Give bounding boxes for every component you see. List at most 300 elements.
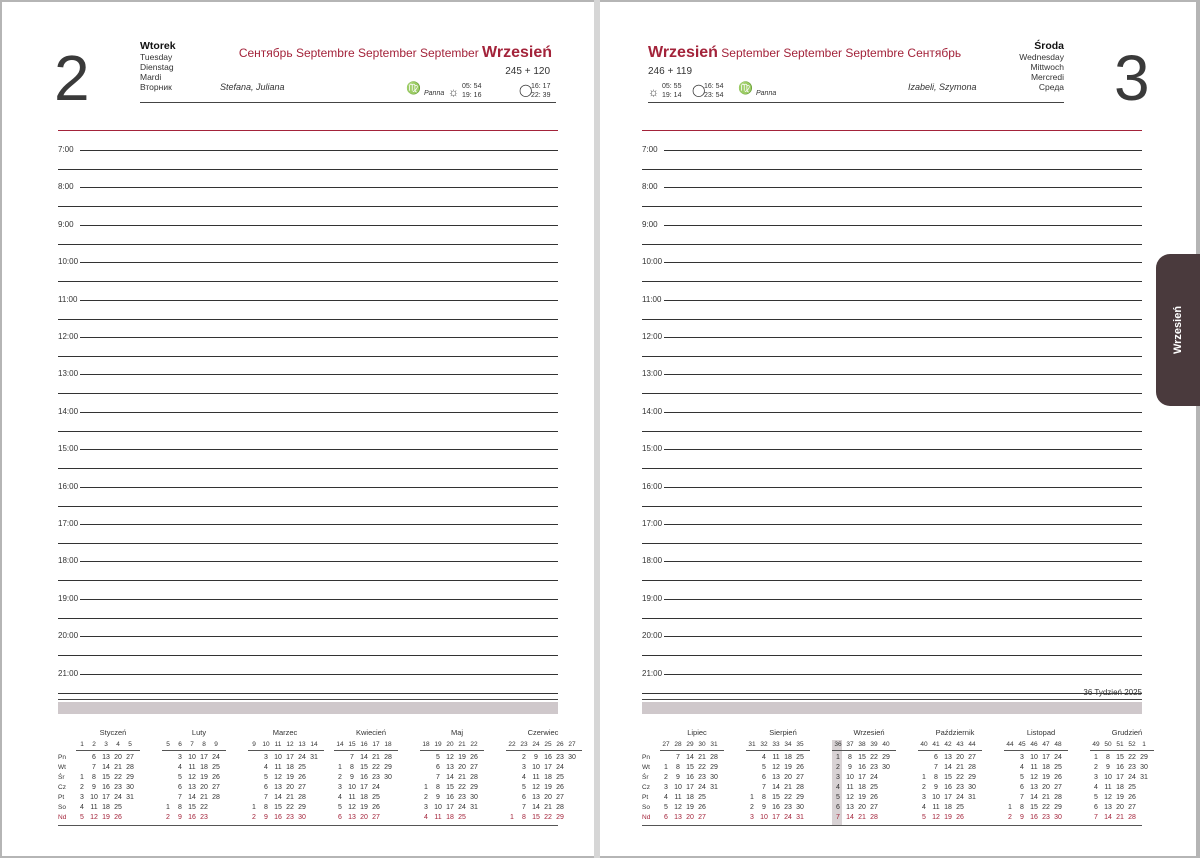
calendar-day: 1	[1008, 804, 1012, 811]
calendar-day: 6	[264, 784, 268, 791]
calendar-day: 3	[424, 804, 428, 811]
weekday-label: Śr	[642, 774, 649, 781]
calendar-day: 12	[348, 804, 356, 811]
calendar-day: 25	[114, 804, 122, 811]
calendar-day: 9	[264, 814, 268, 821]
hour-label: 20:00	[58, 631, 79, 641]
hour-line	[80, 262, 558, 263]
calendar-day: 11	[772, 754, 780, 761]
calendar-day: 10	[90, 794, 98, 801]
calendar-day: 2	[522, 754, 526, 761]
calendar-day: 21	[1116, 814, 1124, 821]
week-number: 37	[846, 741, 854, 748]
calendar-day: 25	[956, 804, 964, 811]
zodiac-label: Panna	[424, 90, 445, 97]
calendar-day: 10	[434, 804, 442, 811]
calendar-day: 16	[1116, 764, 1124, 771]
mini-month	[918, 728, 992, 828]
calendar-day: 26	[698, 804, 706, 811]
calendar-day: 25	[556, 774, 564, 781]
calendar-day: 2	[338, 774, 342, 781]
calendar-day: 17	[544, 764, 552, 771]
calendar-day: 11	[188, 764, 196, 771]
calendar-day: 15	[686, 764, 694, 771]
week-number: 40	[882, 741, 890, 748]
hour-line	[664, 337, 1142, 338]
week-number: 33	[772, 741, 780, 748]
calendar-day: 1	[166, 804, 170, 811]
hour-line	[80, 636, 558, 637]
calendar-day: 18	[360, 794, 368, 801]
weekday-label: Cz	[642, 784, 650, 791]
mini-month-title: Luty	[191, 728, 207, 737]
calendar-day: 16	[544, 754, 552, 761]
calendar-day: 6	[1094, 804, 1098, 811]
week-number: 27	[568, 741, 576, 748]
half-hour-line	[58, 618, 558, 619]
hour-label: 21:00	[642, 668, 663, 678]
calendar-day: 1	[252, 804, 256, 811]
calendar-day: 8	[522, 814, 526, 821]
calendar-day: 29	[882, 754, 890, 761]
calendar-day: 22	[1042, 804, 1050, 811]
calendar-day: 26	[556, 784, 564, 791]
calendar-day: 27	[298, 784, 306, 791]
week-number: 8	[202, 741, 206, 748]
schedule-top-line	[58, 130, 558, 131]
calendar-day: 1	[750, 794, 754, 801]
calendar-day: 18	[858, 784, 866, 791]
calendar-day: 6	[934, 754, 938, 761]
mini-month	[506, 728, 580, 828]
hour-line	[664, 524, 1142, 525]
year-calendar	[642, 728, 1148, 828]
week-number: 26	[556, 741, 564, 748]
calendar-day: 20	[360, 814, 368, 821]
calendar-day: 13	[846, 804, 854, 811]
calendar-day: 23	[870, 764, 878, 771]
calendar-day: 17	[200, 754, 208, 761]
week-number: 17	[372, 741, 380, 748]
calendar-day: 2	[424, 794, 428, 801]
moonrise: 16: 17	[531, 83, 551, 90]
calendar-day: 22	[698, 764, 706, 771]
week-number: 1	[1142, 741, 1146, 748]
month-header	[648, 44, 961, 62]
calendar-day: 8	[436, 784, 440, 791]
hour-line	[80, 674, 558, 675]
schedule-bottom-line	[642, 699, 1142, 700]
calendar-day: 30	[1054, 814, 1062, 821]
mini-month-week-underline	[832, 750, 896, 751]
calendar-day: 8	[676, 764, 680, 771]
hour-label: 16:00	[642, 481, 663, 491]
zodiac-label: Panna	[756, 90, 777, 97]
calendar-day: 10	[674, 784, 682, 791]
calendar-day: 5	[264, 774, 268, 781]
calendar-day: 18	[944, 804, 952, 811]
hour-label: 13:00	[642, 369, 663, 379]
calendar-day: 12	[446, 754, 454, 761]
calendar-day: 19	[544, 784, 552, 791]
calendar-day: 25	[796, 754, 804, 761]
week-number: 5	[128, 741, 132, 748]
virgo-icon: ♍	[406, 81, 421, 95]
week-number: 4	[116, 741, 120, 748]
calendar-day: 10	[846, 774, 854, 781]
calendar-day: 6	[92, 754, 96, 761]
calendar-day: 7	[836, 814, 840, 821]
calendar-day: 23	[372, 774, 380, 781]
calendar-day: 14	[102, 764, 110, 771]
calendar-day: 4	[922, 804, 926, 811]
calendar-day: 28	[710, 754, 718, 761]
week-number: 3	[104, 741, 108, 748]
day-name-de: Mittwoch	[1030, 62, 1064, 72]
calendar-day: 7	[1020, 794, 1024, 801]
week-number: 27	[662, 741, 670, 748]
calendar-day: 25	[298, 764, 306, 771]
calendar-day: 29	[298, 804, 306, 811]
moon-icon: ◯	[519, 83, 533, 97]
week-number: 36	[834, 741, 842, 748]
week-number: 30	[698, 741, 706, 748]
mini-month	[248, 728, 322, 828]
calendar-day: 5	[436, 754, 440, 761]
calendar-day: 16	[686, 774, 694, 781]
month-tab[interactable]	[1156, 254, 1200, 406]
calendar-day: 30	[470, 794, 478, 801]
day-name-fr: Mercredi	[1030, 72, 1064, 82]
hour-label: 15:00	[642, 444, 663, 454]
calendar-day: 4	[178, 764, 182, 771]
week-number: 11	[274, 741, 282, 748]
half-hour-line	[58, 506, 558, 507]
calendar-day: 4	[424, 814, 428, 821]
week-number: 48	[1054, 741, 1062, 748]
calendar-day: 29	[710, 764, 718, 771]
sunset: 19: 16	[462, 92, 482, 99]
week-number: 23	[520, 741, 528, 748]
hour-label: 20:00	[642, 631, 663, 641]
week-number: 31	[710, 741, 718, 748]
calendar-day: 13	[1030, 784, 1038, 791]
schedule-bottom-line	[58, 699, 558, 700]
calendar-day: 19	[102, 814, 110, 821]
week-number: 9	[252, 741, 256, 748]
hour-line	[664, 262, 1142, 263]
weekday-label: So	[642, 804, 650, 811]
hour-line	[80, 524, 558, 525]
calendar-day: 2	[922, 784, 926, 791]
mini-month-week-underline	[1090, 750, 1154, 751]
week-number: 44	[1006, 741, 1014, 748]
calendar-day: 23	[556, 754, 564, 761]
calendar-day: 27	[126, 754, 134, 761]
calendar-day: 17	[102, 794, 110, 801]
calendar-day: 20	[858, 804, 866, 811]
calendar-day: 12	[1104, 794, 1112, 801]
calendar-day: 14	[1104, 814, 1112, 821]
mini-month-title: Czerwiec	[527, 728, 559, 737]
calendar-day: 31	[968, 794, 976, 801]
calendar-day: 15	[944, 774, 952, 781]
calendar-day: 20	[544, 794, 552, 801]
calendar-day: 24	[956, 794, 964, 801]
half-hour-line	[642, 580, 1142, 581]
hour-line	[80, 374, 558, 375]
calendar-day: 22	[286, 804, 294, 811]
calendar-day: 27	[870, 804, 878, 811]
hour-label: 10:00	[58, 257, 79, 267]
calendar-day: 25	[372, 794, 380, 801]
week-number: 38	[858, 741, 866, 748]
calendar-day: 31	[310, 754, 318, 761]
calendar-day: 21	[458, 774, 466, 781]
calendar-day: 8	[1020, 804, 1024, 811]
calendar-day: 31	[1140, 774, 1148, 781]
calendar-day: 2	[80, 784, 84, 791]
calendar-day: 28	[212, 794, 220, 801]
calendar-day: 12	[188, 774, 196, 781]
hour-label: 18:00	[642, 556, 663, 566]
half-hour-line	[642, 431, 1142, 432]
calendar-day: 23	[114, 784, 122, 791]
sunrise: 05: 54	[462, 83, 482, 90]
calendar-day: 25	[698, 794, 706, 801]
calendar-day: 18	[544, 774, 552, 781]
mini-month	[420, 728, 494, 828]
calendar-day: 18	[1116, 784, 1124, 791]
half-hour-line	[58, 655, 558, 656]
calendar-day: 26	[372, 804, 380, 811]
calendar-day: 27	[698, 814, 706, 821]
weekday-label: Nd	[58, 814, 67, 821]
months-line: Сентябрь Septembre September September	[238, 46, 479, 60]
day-name-en: Tuesday	[140, 52, 173, 62]
hour-label: 19:00	[58, 593, 79, 603]
hour-line	[664, 300, 1142, 301]
week-number: 41	[932, 741, 940, 748]
calendar-day: 3	[178, 754, 182, 761]
calendar-day: 26	[470, 754, 478, 761]
hour-line	[80, 412, 558, 413]
calendar-day: 17	[772, 814, 780, 821]
calendar-day: 7	[178, 794, 182, 801]
calendar-day: 27	[968, 754, 976, 761]
half-hour-line	[58, 281, 558, 282]
calendar-day: 18	[446, 814, 454, 821]
calendar-day: 13	[102, 754, 110, 761]
calendar-day: 15	[102, 774, 110, 781]
weekday-label: Śr	[58, 774, 65, 781]
mini-month-title: Maj	[450, 728, 464, 737]
calendar-day: 5	[80, 814, 84, 821]
half-hour-line	[58, 393, 558, 394]
calendar-day: 11	[90, 804, 98, 811]
hour-label: 15:00	[58, 444, 79, 454]
calendar-day: 16	[1030, 814, 1038, 821]
mini-month	[746, 728, 820, 828]
week-number: 31	[748, 741, 756, 748]
week-number: 39	[870, 741, 878, 748]
calendar-day: 27	[470, 764, 478, 771]
calendar-day: 21	[698, 754, 706, 761]
sun-times	[662, 82, 681, 100]
calendar-day: 16	[188, 814, 196, 821]
calendar-day: 20	[1116, 804, 1124, 811]
half-hour-line	[642, 281, 1142, 282]
calendar-day: 1	[510, 814, 514, 821]
calendar-day: 25	[870, 784, 878, 791]
calendar-day: 1	[424, 784, 428, 791]
calendar-day: 22	[458, 784, 466, 791]
week-number: 47	[1042, 741, 1050, 748]
mini-month-week-underline	[76, 750, 140, 751]
week-number: 29	[686, 741, 694, 748]
calendar-day: 13	[188, 784, 196, 791]
calendar-day: 10	[1030, 754, 1038, 761]
hour-label: 9:00	[642, 219, 658, 229]
calendar-day: 23	[1042, 814, 1050, 821]
calendar-day: 10	[348, 784, 356, 791]
calendar-day: 11	[846, 784, 854, 791]
calendar-day: 16	[944, 784, 952, 791]
hour-label: 18:00	[58, 556, 79, 566]
calendar-day: 15	[1030, 804, 1038, 811]
moonset: 22: 39	[531, 92, 551, 99]
hour-label: 14:00	[642, 406, 663, 416]
calendar-day: 22	[372, 764, 380, 771]
calendar-day: 10	[274, 754, 282, 761]
calendar-day: 10	[188, 754, 196, 761]
week-number: 35	[796, 741, 804, 748]
calendar-day: 22	[200, 804, 208, 811]
calendar-day: 6	[178, 784, 182, 791]
mini-month	[660, 728, 734, 828]
calendar-day: 24	[212, 754, 220, 761]
calendar-day: 14	[274, 794, 282, 801]
hour-label: 16:00	[58, 481, 79, 491]
calendar-day: 31	[796, 814, 804, 821]
calendar-day: 5	[522, 784, 526, 791]
calendar-day: 9	[676, 774, 680, 781]
calendar-day: 1	[922, 774, 926, 781]
calendar-day: 13	[1104, 804, 1112, 811]
calendar-day: 17	[446, 804, 454, 811]
calendar-day: 11	[674, 794, 682, 801]
calendar-day: 30	[882, 764, 890, 771]
half-hour-line	[642, 655, 1142, 656]
week-number: 1	[80, 741, 84, 748]
calendar-day: 28	[1128, 814, 1136, 821]
header-underline	[648, 102, 1064, 103]
calendar-day: 24	[1054, 754, 1062, 761]
hour-line	[664, 636, 1142, 637]
mini-month-week-underline	[1004, 750, 1068, 751]
hour-line	[664, 150, 1142, 151]
calendar-day: 21	[544, 804, 552, 811]
calendar-day: 30	[710, 774, 718, 781]
hour-line	[664, 225, 1142, 226]
weekday-label: So	[58, 804, 66, 811]
hour-label: 11:00	[642, 294, 662, 304]
calendar-day: 7	[436, 774, 440, 781]
hour-line	[664, 674, 1142, 675]
calendar-day: 5	[922, 814, 926, 821]
hour-label: 8:00	[58, 182, 74, 192]
calendar-day: 23	[286, 814, 294, 821]
calendar-day: 21	[858, 814, 866, 821]
calendar-day: 13	[772, 774, 780, 781]
calendar-day: 3	[264, 754, 268, 761]
calendar-day: 25	[1054, 764, 1062, 771]
week-number: 43	[956, 741, 964, 748]
calendar-day: 6	[338, 814, 342, 821]
calendar-day: 20	[114, 754, 122, 761]
calendar-day: 26	[212, 774, 220, 781]
calendar-day: 18	[1042, 764, 1050, 771]
calendar-day: 9	[1020, 814, 1024, 821]
calendar-day: 16	[858, 764, 866, 771]
hour-label: 7:00	[642, 145, 658, 154]
calendar-day: 22	[870, 754, 878, 761]
calendar-day: 10	[532, 764, 540, 771]
calendar-day: 31	[470, 804, 478, 811]
calendar-day: 7	[350, 754, 354, 761]
calendar-day: 28	[870, 814, 878, 821]
hour-label: 8:00	[642, 182, 658, 192]
calendar-day: 8	[264, 804, 268, 811]
calendar-day: 4	[522, 774, 526, 781]
calendar-day: 3	[922, 794, 926, 801]
calendar-day: 17	[1116, 774, 1124, 781]
calendar-day: 6	[436, 764, 440, 771]
calendar-day: 26	[114, 814, 122, 821]
calendar-day: 26	[870, 794, 878, 801]
calendar-day: 21	[784, 784, 792, 791]
calendar-day: 13	[944, 754, 952, 761]
mini-month-title: Sierpień	[769, 728, 797, 737]
calendar-day: 5	[1094, 794, 1098, 801]
day-names	[1019, 40, 1064, 92]
mini-month-week-underline	[248, 750, 324, 751]
hour-line	[664, 412, 1142, 413]
month-main: Wrzesień	[648, 44, 718, 61]
calendar-day: 20	[686, 814, 694, 821]
hour-label: 10:00	[642, 257, 663, 267]
calendar-day: 12	[274, 774, 282, 781]
sun-icon: ☼	[448, 85, 459, 99]
calendar-day: 28	[470, 774, 478, 781]
calendar-day: 19	[784, 764, 792, 771]
calendar-day: 30	[298, 814, 306, 821]
calendar-day: 9	[436, 794, 440, 801]
weekday-label: Pn	[58, 754, 66, 761]
half-hour-line	[58, 169, 558, 170]
calendar-day: 9	[934, 784, 938, 791]
calendar-day: 18	[286, 764, 294, 771]
week-number: 51	[1116, 741, 1124, 748]
calendar-day: 30	[796, 804, 804, 811]
calendar-bottom-line	[642, 825, 1142, 826]
calendar-day: 3	[522, 764, 526, 771]
mini-month	[1090, 728, 1164, 828]
mini-month-title: Lipiec	[687, 728, 707, 737]
calendar-day: 15	[772, 794, 780, 801]
hour-line	[80, 225, 558, 226]
calendar-day: 14	[532, 804, 540, 811]
